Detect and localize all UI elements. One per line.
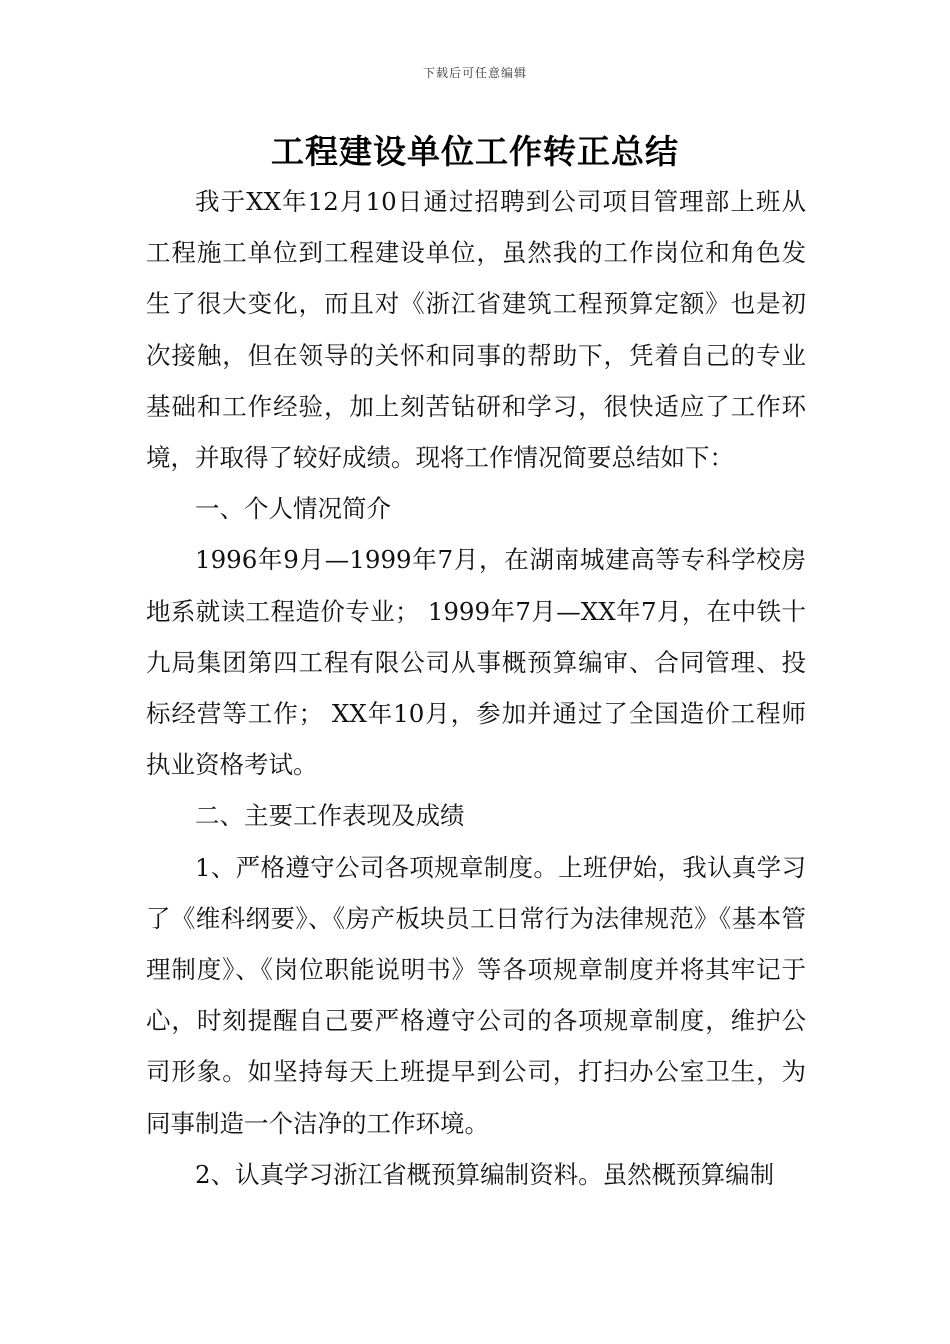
document-title: 工程建设单位工作转正总结 [271,132,679,171]
paragraph-item-2: 2、认真学习浙江省概预算编制资料。虽然概预算编制 [195,1159,775,1189]
header-note: 下载后可任意编辑 [422,66,527,80]
paragraph-item-1: 1、严格遵守公司各项规章制度。上班伊始，我认真学习了《维科纲要》、《房产板块员工日常行为法律规范》《基本管理制度》、《岗位职能说明书》等各项规章制度并将其牢记于心，时刻提醒自己要严格遵守公司的各项规章制度，维护公司形象。如坚持每天上班提早到公司，打扫办公室卫生，为同事制造一个洁净的工作环境。 [146,852,806,1138]
document-body [146,176,806,1200]
section-heading-personal-info: 一、个人情况简介 [195,494,391,524]
paragraph-personal-info: 1996年9月—1999年7月，在湖南城建高等专科学校房地系就读工程造价专业； 1999年7月—XX年7月，在中铁十九局集团第四工程有限公司从事概预算编审、合同管理、投标经营等工作； XX年10月，参加并通过了全国造价工程师执业资格考试。 [146,545,806,780]
paragraph-intro: 我于XX年12月10日通过招聘到公司项目管理部上班从工程施工单位到工程建设单位，虽然我的工作岗位和角色发生了很大变化，而且对《浙江省建筑工程预算定额》也是初次接触，但在领导的关怀和同事的帮助下，凭着自己的专业基础和工作经验，加上刻苦钻研和学习，很快适应了工作环境，并取得了较好成绩。现将工作情况简要总结如下： [146,187,806,473]
section-heading-work-performance: 二、主要工作表现及成绩 [195,801,465,831]
